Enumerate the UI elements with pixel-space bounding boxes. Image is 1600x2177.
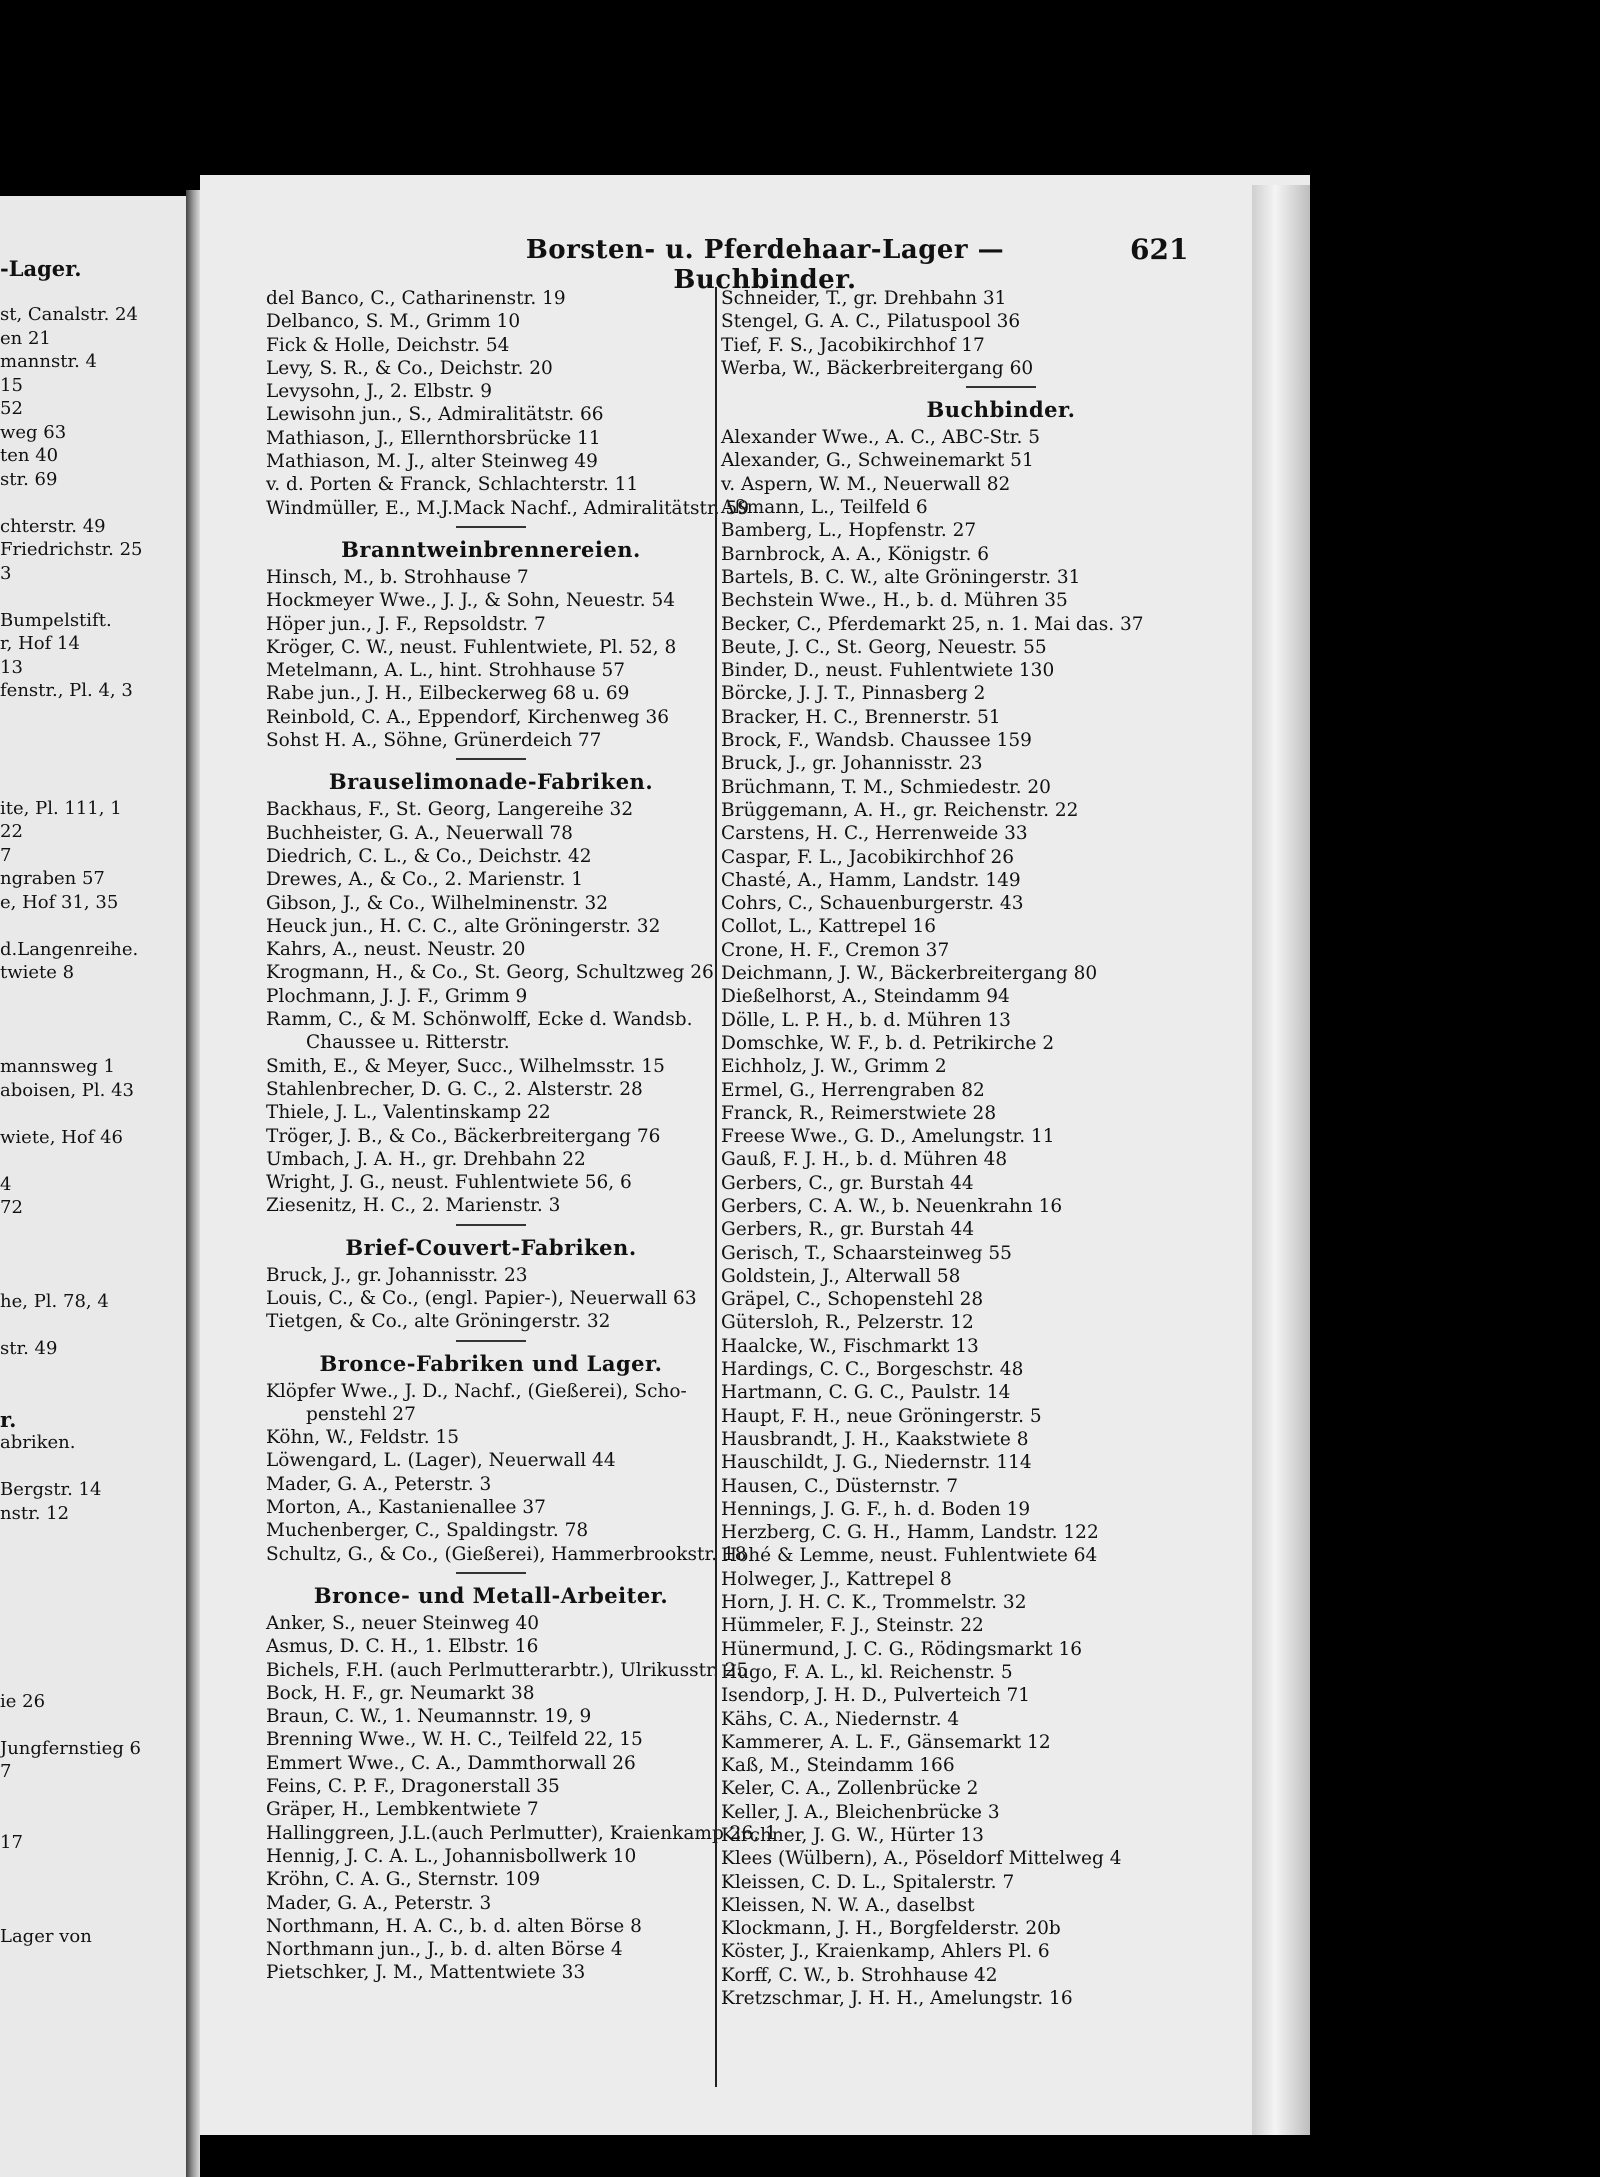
directory-entry: Wright, J. G., neust. Fuhlentwiete 56, 6	[266, 1172, 632, 1194]
left-fragment-line: Jungfernstieg 6	[0, 1737, 142, 1759]
section-rule	[456, 1224, 526, 1226]
directory-entry: Horn, J. H. C. K., Trommelstr. 32	[721, 1592, 1027, 1614]
directory-entry: Hartmann, C. G. C., Paulstr. 14	[721, 1382, 1011, 1404]
directory-entry: Klees (Wülbern), A., Pöseldorf Mittelweg 4	[721, 1848, 1122, 1870]
directory-entry: Bock, H. F., gr. Neumarkt 38	[266, 1682, 535, 1704]
left-fragment-line: str. 69	[0, 468, 58, 490]
directory-entry: Metelmann, A. L., hint. Strohhause 57	[266, 660, 626, 682]
directory-entry: Asmus, D. C. H., 1. Elbstr. 16	[266, 1636, 539, 1658]
directory-entry: v. d. Porten & Franck, Schlachterstr. 11	[266, 474, 639, 496]
left-fragment-line: 15	[0, 374, 23, 396]
section-heading: Brauselimonade-Fabriken.	[328, 769, 654, 795]
directory-entry: Kleissen, N. W. A., daselbst	[721, 1894, 975, 1916]
directory-entry: Levysohn, J., 2. Elbstr. 9	[266, 381, 493, 403]
directory-entry: Korff, C. W., b. Strohhause 42	[721, 1964, 998, 1986]
left-fragment-line: r.	[0, 1406, 17, 1432]
directory-entry: Hümmeler, F. J., Steinstr. 22	[721, 1615, 984, 1637]
directory-entry: Brock, F., Wandsb. Chaussee 159	[721, 730, 1032, 752]
directory-entry: Gibson, J., & Co., Wilhelminenstr. 32	[266, 892, 609, 914]
directory-entry: Deichmann, J. W., Bäckerbreitergang 80	[721, 963, 1098, 985]
left-fragment-line: 17	[0, 1831, 23, 1853]
left-fragment-line: chterstr. 49	[0, 515, 106, 537]
page-number: 621	[1130, 233, 1189, 266]
directory-entry: Hugo, F. A. L., kl. Reichenstr. 5	[721, 1661, 1013, 1683]
left-fragment-line: twiete 8	[0, 962, 75, 983]
directory-entry: Hausen, C., Düsternstr. 7	[721, 1475, 958, 1497]
directory-entry: Northmann jun., J., b. d. alten Börse 4	[266, 1939, 623, 1961]
directory-entry: v. Aspern, W. M., Neuerwall 82	[721, 473, 1011, 495]
directory-entry: Herzberg, C. G. H., Hamm, Landstr. 122	[721, 1522, 1099, 1544]
directory-entry: Barnbrock, A. A., Königstr. 6	[721, 543, 990, 565]
directory-entry: Klockmann, J. H., Borgfelderstr. 20b	[721, 1918, 1061, 1940]
directory-entry: Krogmann, H., & Co., St. Georg, Schultzweg 26	[266, 962, 714, 984]
directory-entry: Keler, C. A., Zollenbrücke 2	[721, 1778, 979, 1800]
directory-entry: Gräper, H., Lembkentwiete 7	[266, 1799, 539, 1821]
directory-entry: Alexander Wwe., A. C., ABC-Str. 5	[721, 427, 1040, 449]
directory-entry: Eichholz, J. W., Grimm 2	[721, 1056, 947, 1078]
directory-entry: Thiele, J. L., Valentinskamp 22	[266, 1102, 551, 1124]
directory-entry: Börcke, J. J. T., Pinnasberg 2	[721, 683, 986, 705]
left-fragment-line: 7	[0, 1761, 12, 1782]
book-gutter	[186, 190, 200, 2177]
directory-entry: Louis, C., & Co., (engl. Papier-), Neuerwall 63	[266, 1287, 697, 1309]
directory-entry: Dießelhorst, A., Steindamm 94	[721, 986, 1010, 1008]
directory-entry: Gräpel, C., Schopenstehl 28	[721, 1289, 984, 1311]
directory-entry: Schultz, G., & Co., (Gießerei), Hammerbrookstr. 18	[266, 1543, 747, 1565]
left-fragment-line: d.Langenreihe.	[0, 938, 139, 960]
directory-entry: Crone, H. F., Cremon 37	[721, 939, 950, 961]
directory-entry: Buchheister, G. A., Neuerwall 78	[266, 822, 573, 844]
left-heading: -Lager.	[0, 256, 82, 281]
section-rule	[456, 526, 526, 528]
directory-entry: Kröger, C. W., neust. Fuhlentwiete, Pl. 52, 8	[266, 636, 677, 658]
directory-entry: Umbach, J. A. H., gr. Drehbahn 22	[266, 1148, 586, 1170]
directory-entry: Freese Wwe., G. D., Amelungstr. 11	[721, 1126, 1055, 1148]
directory-entry: Cohrs, C., Schauenburgerstr. 43	[721, 893, 1024, 915]
directory-entry: Brüchmann, T. M., Schmiedestr. 20	[721, 776, 1051, 798]
directory-entry: Hohé & Lemme, neust. Fuhlentwiete 64	[721, 1545, 1098, 1567]
directory-entry: Dölle, L. P. H., b. d. Mühren 13	[721, 1009, 1011, 1031]
directory-entry: Tietgen, & Co., alte Gröningerstr. 32	[266, 1311, 611, 1333]
directory-entry: Köhn, W., Feldstr. 15	[266, 1427, 460, 1449]
directory-entry: Collot, L., Kattrepel 16	[721, 916, 937, 938]
directory-entry: Kähs, C. A., Niedernstr. 4	[721, 1708, 960, 1730]
directory-entry: Bichels, F.H. (auch Perlmutterarbtr.), Ulrikusstr. 25	[266, 1659, 749, 1681]
directory-entry: Gerbers, R., gr. Burstah 44	[721, 1219, 975, 1241]
directory-entry: Northmann, H. A. C., b. d. alten Börse 8	[266, 1915, 642, 1937]
directory-entry: Brenning Wwe., W. H. C., Teilfeld 22, 15	[266, 1729, 643, 1751]
left-fragment-line: Lager von	[0, 1925, 92, 1947]
left-fragment-line: ngraben 57	[0, 868, 105, 889]
directory-entry: Ermel, G., Herrengraben 82	[721, 1079, 985, 1101]
column-right	[715, 287, 1281, 2087]
left-fragment-line: nstr. 12	[0, 1502, 70, 1524]
left-fragment-line: st, Canalstr. 24	[0, 304, 138, 325]
left-fragment-line: ie 26	[0, 1690, 46, 1712]
directory-entry: Löwengard, L. (Lager), Neuerwall 44	[266, 1450, 616, 1472]
section-rule	[966, 386, 1036, 388]
directory-entry: Windmüller, E., M.J.Mack Nachf., Admiralitätstr. 59	[266, 497, 750, 519]
left-fragment-line: Friedrichstr. 25	[0, 539, 143, 560]
directory-entry: Fick & Holle, Deichstr. 54	[266, 334, 510, 356]
directory-entry: Haalcke, W., Fischmarkt 13	[721, 1335, 979, 1357]
directory-entry: Klöpfer Wwe., J. D., Nachf., (Gießerei), Scho-	[266, 1380, 687, 1402]
directory-entry: Brüggemann, A. H., gr. Reichenstr. 22	[721, 799, 1079, 821]
directory-entry: Mathiason, M. J., alter Steinweg 49	[266, 451, 598, 473]
directory-entry: Drewes, A., & Co., 2. Marienstr. 1	[266, 869, 584, 891]
directory-entry: Bartels, B. C. W., alte Gröningerstr. 31	[721, 566, 1081, 588]
directory-entry: Emmert Wwe., C. A., Dammthorwall 26	[266, 1752, 636, 1774]
directory-entry: Tief, F. S., Jacobikirchhof 17	[721, 334, 985, 356]
directory-entry: Keller, J. A., Bleichenbrücke 3	[721, 1801, 1000, 1823]
left-fragment-line: 4	[0, 1173, 12, 1195]
directory-entry: Bruck, J., gr. Johannisstr. 23	[266, 1264, 528, 1286]
left-fragment-line: en 21	[0, 327, 51, 349]
directory-entry: Heuck jun., H. C. C., alte Gröningerstr. 32	[266, 915, 661, 937]
directory-entry: Hardings, C. C., Borgeschstr. 48	[721, 1359, 1024, 1381]
directory-entry: Morton, A., Kastanienallee 37	[266, 1497, 546, 1519]
directory-entry: del Banco, C., Catharinenstr. 19	[266, 288, 566, 309]
left-fragment-line: 13	[0, 656, 23, 678]
left-fragment-line: fenstr., Pl. 4, 3	[0, 680, 133, 701]
directory-entry: Caspar, F. L., Jacobikirchhof 26	[721, 846, 1015, 868]
section-heading: Brief-Couvert-Fabriken.	[345, 1234, 637, 1260]
running-head: Borsten- u. Pferdehaar-Lager — Buchbinder.	[525, 235, 1005, 295]
directory-entry: Mader, G. A., Peterstr. 3	[266, 1473, 492, 1495]
directory-entry: Gerbers, C., gr. Burstah 44	[721, 1172, 974, 1194]
directory-entry: Becker, C., Pferdemarkt 25, n. 1. Mai das. 37	[721, 613, 1144, 635]
section-heading: Branntweinbrennereien.	[341, 536, 641, 562]
directory-entry: Sohst H. A., Söhne, Grünerdeich 77	[266, 730, 602, 752]
directory-entry: Anker, S., neuer Steinweg 40	[266, 1612, 540, 1634]
directory-entry: Holweger, J., Kattrepel 8	[721, 1568, 952, 1590]
left-page-fragment	[0, 196, 186, 2177]
directory-entry: Kleissen, C. D. L., Spitalerstr. 7	[721, 1871, 1015, 1893]
left-fragment-line: mannstr. 4	[0, 351, 97, 372]
directory-entry: Rabe jun., J. H., Eilbeckerweg 68 u. 69	[266, 683, 630, 705]
directory-entry: Bechstein Wwe., H., b. d. Mühren 35	[721, 590, 1068, 612]
section-heading: Bronce-Fabriken und Lager.	[319, 1350, 663, 1376]
directory-entry: Haupt, F. H., neue Gröningerstr. 5	[721, 1405, 1042, 1427]
directory-entry: Tröger, J. B., & Co., Bäckerbreitergang 76	[266, 1125, 661, 1147]
directory-entry: Hauschildt, J. G., Niedernstr. 114	[721, 1452, 1032, 1474]
directory-entry: Kahrs, A., neust. Neustr. 20	[266, 939, 526, 961]
directory-entry: penstehl 27	[306, 1403, 416, 1425]
directory-entry: Bruck, J., gr. Johannisstr. 23	[721, 753, 983, 775]
directory-entry: Werba, W., Bäckerbreitergang 60	[721, 357, 1034, 379]
left-fragment-line: 22	[0, 821, 23, 842]
directory-entry: Ramm, C., & M. Schönwolff, Ecke d. Wandsb.	[266, 1009, 693, 1031]
directory-entry: Backhaus, F., St. Georg, Langereihe 32	[266, 799, 634, 821]
directory-entry: Lewisohn jun., S., Admiralitätstr. 66	[266, 404, 604, 426]
page-edge	[1252, 185, 1310, 2135]
directory-entry: Bamberg, L., Hopfenstr. 27	[721, 520, 977, 542]
directory-entry: Franck, R., Reimerstwiete 28	[721, 1102, 997, 1124]
directory-entry: Levy, S. R., & Co., Deichstr. 20	[266, 357, 553, 379]
directory-entry: Hockmeyer Wwe., J. J., & Sohn, Neuestr. 54	[266, 590, 676, 612]
directory-entry: Kammerer, A. L. F., Gänsemarkt 12	[721, 1731, 1051, 1753]
left-fragment-line: 3	[0, 562, 12, 584]
directory-entry: Braun, C. W., 1. Neumannstr. 19, 9	[266, 1706, 592, 1728]
left-fragment-line: 7	[0, 844, 12, 866]
left-fragment-line: ite, Pl. 111, 1	[0, 797, 122, 819]
left-fragment-line: wiete, Hof 46	[0, 1126, 123, 1148]
left-fragment-line: aboisen, Pl. 43	[0, 1079, 134, 1101]
directory-entry: Diedrich, C. L., & Co., Deichstr. 42	[266, 845, 592, 867]
left-fragment-line: Bumpelstift.	[0, 609, 112, 631]
left-fragment-line: weg 63	[0, 421, 67, 443]
directory-entry: Isendorp, J. H. D., Pulverteich 71	[721, 1685, 1031, 1707]
directory-entry: Binder, D., neust. Fuhlentwiete 130	[721, 660, 1055, 682]
directory-entry: Delbanco, S. M., Grimm 10	[266, 311, 521, 333]
left-fragment-line: abriken.	[0, 1432, 76, 1453]
directory-entry: Gerbers, C. A. W., b. Neuenkrahn 16	[721, 1195, 1063, 1217]
directory-entry: Hausbrandt, J. H., Kaakstwiete 8	[721, 1428, 1029, 1450]
directory-entry: Kirchner, J. G. W., Hürter 13	[721, 1825, 984, 1846]
directory-entry: Gauß, F. J. H., b. d. Mühren 48	[721, 1149, 1008, 1171]
directory-entry: Aßmann, L., Teilfeld 6	[721, 497, 928, 519]
left-fragment-line: r, Hof 14	[0, 633, 80, 654]
right-page	[200, 175, 1310, 2135]
directory-entry: Köster, J., Kraienkamp, Ahlers Pl. 6	[721, 1941, 1050, 1963]
directory-entry: Hinsch, M., b. Strohhause 7	[266, 566, 529, 588]
directory-entry: Feins, C. P. F., Dragonerstall 35	[266, 1776, 560, 1798]
left-fragment-line: he, Pl. 78, 4	[0, 1291, 109, 1312]
left-fragment-line: str. 49	[0, 1338, 58, 1359]
directory-entry: Höper jun., J. F., Repsoldstr. 7	[266, 613, 546, 635]
directory-entry: Stahlenbrecher, D. G. C., 2. Alsterstr. 28	[266, 1078, 643, 1100]
section-rule	[456, 1340, 526, 1342]
directory-entry: Kröhn, C. A. G., Sternstr. 109	[266, 1869, 541, 1891]
directory-entry: Goldstein, J., Alterwall 58	[721, 1265, 961, 1287]
directory-entry: Kaß, M., Steindamm 166	[721, 1755, 955, 1777]
directory-entry: Hennings, J. G. F., h. d. Boden 19	[721, 1498, 1031, 1520]
directory-entry: Bracker, H. C., Brennerstr. 51	[721, 706, 1001, 728]
left-fragment-line: mannsweg 1	[0, 1056, 115, 1077]
directory-entry: Domschke, W. F., b. d. Petrikirche 2	[721, 1032, 1055, 1054]
directory-entry: Ziesenitz, H. C., 2. Marienstr. 3	[266, 1195, 561, 1217]
directory-entry: Kretzschmar, J. H. H., Amelungstr. 16	[721, 1988, 1073, 2010]
directory-entry: Chaussee u. Ritterstr.	[306, 1032, 510, 1054]
directory-entry: Hennig, J. C. A. L., Johannisbollwerk 10	[266, 1845, 637, 1867]
directory-entry: Smith, E., & Meyer, Succ., Wilhelmsstr. 15	[266, 1055, 665, 1077]
left-fragment-line: Bergstr. 14	[0, 1479, 102, 1500]
left-fragment-line: 52	[0, 398, 23, 419]
directory-entry: Mathiason, J., Ellernthorsbrücke 11	[266, 427, 601, 449]
directory-entry: Plochmann, J. J. F., Grimm 9	[266, 985, 528, 1007]
directory-entry: Pietschker, J. M., Mattentwiete 33	[266, 1962, 586, 1984]
left-fragment-line: 72	[0, 1197, 23, 1218]
directory-entry: Reinbold, C. A., Eppendorf, Kirchenweg 36	[266, 706, 670, 728]
column-left	[266, 287, 777, 1985]
directory-entry: Carstens, H. C., Herrenweide 33	[721, 823, 1028, 845]
section-rule	[456, 1572, 526, 1574]
directory-entry: Beute, J. C., St. Georg, Neuestr. 55	[721, 636, 1047, 658]
directory-entry: Stengel, G. A. C., Pilatuspool 36	[721, 311, 1021, 333]
directory-entry: Hünermund, J. C. G., Rödingsmarkt 16	[721, 1638, 1083, 1660]
directory-entry: Hallinggreen, J.L.(auch Perlmutter), Kraienkamp 26, 1	[266, 1822, 777, 1844]
left-fragment-line: ten 40	[0, 445, 59, 466]
directory-entry: Schneider, T., gr. Drehbahn 31	[721, 288, 1007, 309]
left-fragment-line: e, Hof 31, 35	[0, 891, 119, 913]
directory-entry: Chasté, A., Hamm, Landstr. 149	[721, 869, 1021, 891]
directory-entry: Gütersloh, R., Pelzerstr. 12	[721, 1312, 974, 1334]
section-rule	[456, 758, 526, 760]
section-heading: Bronce- und Metall-Arbeiter.	[313, 1582, 669, 1608]
directory-entry: Mader, G. A., Peterstr. 3	[266, 1892, 492, 1914]
directory-entry: Muchenberger, C., Spaldingstr. 78	[266, 1520, 589, 1542]
directory-entry: Alexander, G., Schweinemarkt 51	[721, 450, 1034, 472]
section-heading: Buchbinder.	[926, 397, 1076, 423]
directory-entry: Gerisch, T., Schaarsteinweg 55	[721, 1242, 1012, 1264]
